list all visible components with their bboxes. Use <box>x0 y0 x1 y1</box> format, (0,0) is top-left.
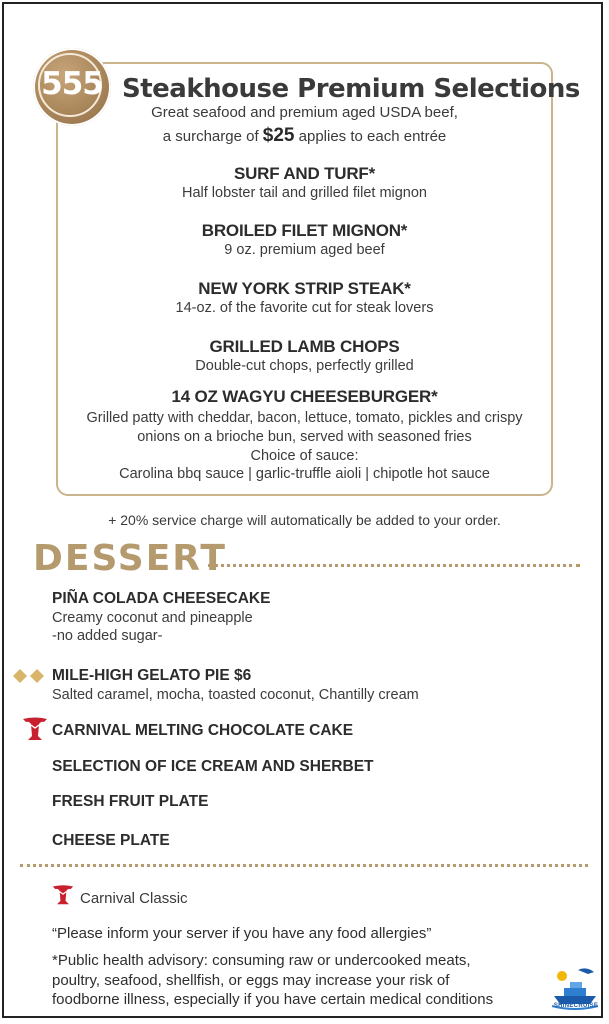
carnival-funnel-icon <box>22 716 48 742</box>
dessert-item-name: PIÑA COLADA CHEESECAKE <box>52 590 271 607</box>
menu-item-desc: Half lobster tail and grilled filet mignon <box>181 185 427 201</box>
menu-item-desc: Choice of sauce: <box>250 448 359 464</box>
premium-subtitle-line2: a surcharge of $25 applies to each entrée <box>162 125 447 146</box>
dessert-item-name: CARNIVAL MELTING CHOCOLATE CAKE <box>52 722 354 739</box>
menu-item-name: 14 OZ WAGYU CHEESEBURGER* <box>171 387 438 406</box>
allergy-note: “Please inform your server if you have any food allergies” <box>52 925 432 942</box>
logo-text: 555 <box>41 66 103 102</box>
menu-item-name: BROILED FILET MIGNON* <box>201 221 408 240</box>
dessert-item-name: SELECTION OF ICE CREAM AND SHERBET <box>52 758 374 775</box>
dotted-divider <box>20 864 588 867</box>
menu-item-desc: 14-oz. of the favorite cut for steak lovers <box>175 300 434 316</box>
advisory-line: *Public health advisory: consuming raw or undercooked meats, <box>52 952 471 969</box>
dessert-item-name: CHEESE PLATE <box>52 832 170 849</box>
dessert-item-desc: Salted caramel, mocha, toasted coconut, Chantilly cream <box>52 687 419 703</box>
premium-title: Steakhouse Premium Selections <box>122 74 580 104</box>
menu-item-name: NEW YORK STRIP STEAK* <box>198 279 411 298</box>
menu-item-desc: Double-cut chops, perfectly grilled <box>195 358 414 374</box>
dessert-item-name: FRESH FRUIT PLATE <box>52 793 209 810</box>
menu-item-desc: Carolina bbq sauce | garlic-truffle aioli | chipotle hot sauce <box>119 466 490 482</box>
menu-item-desc: 9 oz. premium aged beef <box>224 242 385 258</box>
shine-cruise-wordmark: SHINECRUISE <box>553 1003 599 1009</box>
advisory-line: foodborne illness, especially if you have certain medical conditions <box>52 991 494 1008</box>
dessert-item-name: MILE-HIGH GELATO PIE $6 <box>52 667 252 684</box>
dotted-divider <box>208 564 580 567</box>
advisory-line: poultry, seafood, shellfish, or eggs may increase your risk of <box>52 972 450 989</box>
menu-item-desc: onions on a brioche bun, served with seasoned fries <box>137 429 472 445</box>
surcharge-amount: $25 <box>262 125 295 146</box>
dessert-item-desc: Creamy coconut and pineapple <box>52 610 253 626</box>
service-charge-note: + 20% service charge will automatically be added to your order. <box>108 512 501 528</box>
dessert-item-desc: -no added sugar- <box>52 628 163 644</box>
menu-item-desc: Grilled patty with cheddar, bacon, lettuce, tomato, pickles and crispy <box>86 410 523 426</box>
premium-subtitle-line1: Great seafood and premium aged USDA beef, <box>151 104 458 121</box>
carnival-funnel-icon <box>52 883 74 907</box>
dessert-heading: DESSERT <box>33 538 227 579</box>
menu-item-name: SURF AND TURF* <box>233 164 376 183</box>
double-diamond-icon <box>13 669 47 683</box>
carnival-classic-label: Carnival Classic <box>80 890 188 907</box>
menu-item-name: GRILLED LAMB CHOPS <box>209 337 400 356</box>
